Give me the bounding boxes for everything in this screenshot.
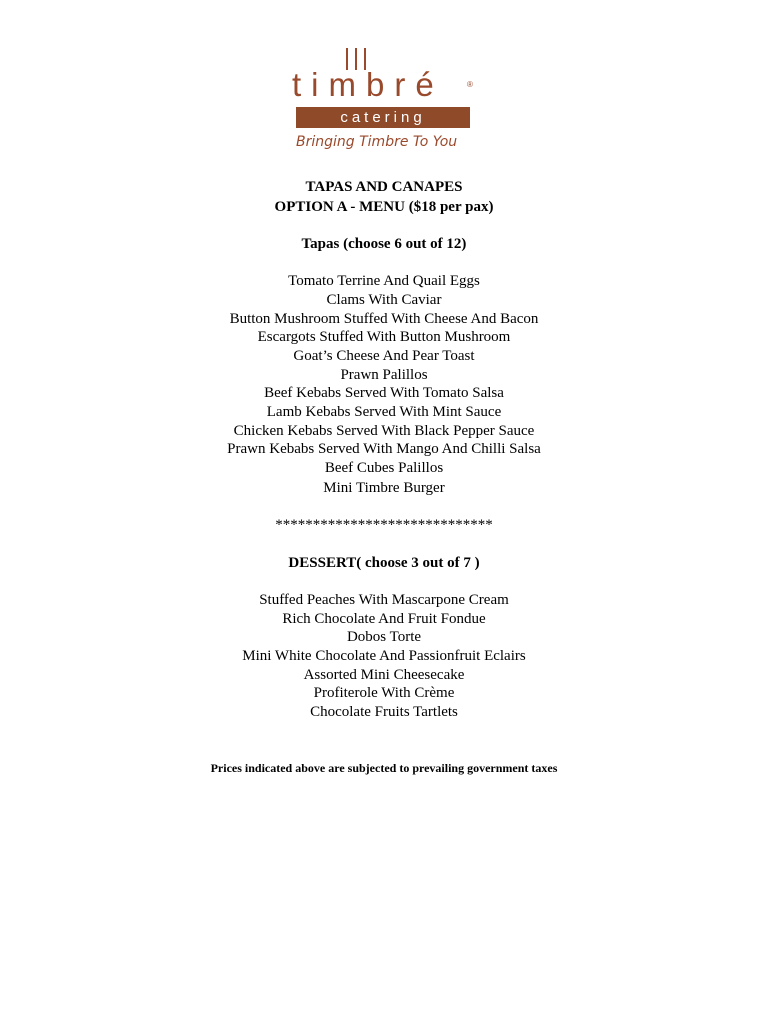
timbre-catering-logo	[292, 44, 484, 162]
tapas-item: Escargots Stuffed With Button Mushroom	[257, 329, 511, 345]
tapas-item: Goat’s Cheese And Pear Toast	[293, 348, 475, 364]
tapas-item: Mini Timbre Burger	[323, 480, 445, 496]
tapas-item: Chicken Kebabs Served With Black Pepper Sauce	[233, 423, 535, 439]
tapas-item: Beef Cubes Palillos	[324, 460, 444, 476]
tax-footnote: Prices indicated above are subjected to prevailing government taxes	[210, 761, 558, 775]
tapas-item: Tomato Terrine And Quail Eggs	[288, 273, 480, 289]
section-separator: *****************************	[275, 517, 493, 533]
tapas-item: Prawn Kebabs Served With Mango And Chilli Salsa	[227, 441, 541, 457]
dessert-item: Mini White Chocolate And Passionfruit Eclairs	[242, 648, 526, 664]
tapas-item: Beef Kebabs Served With Tomato Salsa	[264, 385, 504, 401]
dessert-item: Profiterole With Crème	[313, 685, 455, 701]
dessert-item: Chocolate Fruits Tartlets	[310, 704, 458, 720]
tapas-item: Button Mushroom Stuffed With Cheese And Bacon	[229, 311, 539, 327]
dessert-item: Assorted Mini Cheesecake	[303, 667, 465, 683]
dessert-item: Dobos Torte	[346, 629, 422, 645]
logo-catering-band: catering	[296, 107, 470, 128]
tapas-item: Clams With Caviar	[326, 292, 442, 308]
tapas-item: Prawn Palillos	[340, 367, 428, 383]
dessert-item: Stuffed Peaches With Mascarpone Cream	[259, 592, 509, 608]
menu-title: TAPAS AND CANAPES	[305, 179, 463, 195]
tapas-heading: Tapas (choose 6 out of 12)	[301, 236, 467, 252]
tapas-item: Lamb Kebabs Served With Mint Sauce	[266, 404, 502, 420]
logo-tagline: Bringing Timbre To You	[296, 134, 458, 150]
logo-registered-mark: ®	[467, 80, 473, 89]
dessert-heading: DESSERT( choose 3 out of 7 )	[288, 555, 480, 571]
dessert-item: Rich Chocolate And Fruit Fondue	[282, 611, 486, 627]
logo-wordmark: timbré	[292, 66, 444, 103]
menu-option: OPTION A - MENU ($18 per pax)	[274, 199, 494, 215]
